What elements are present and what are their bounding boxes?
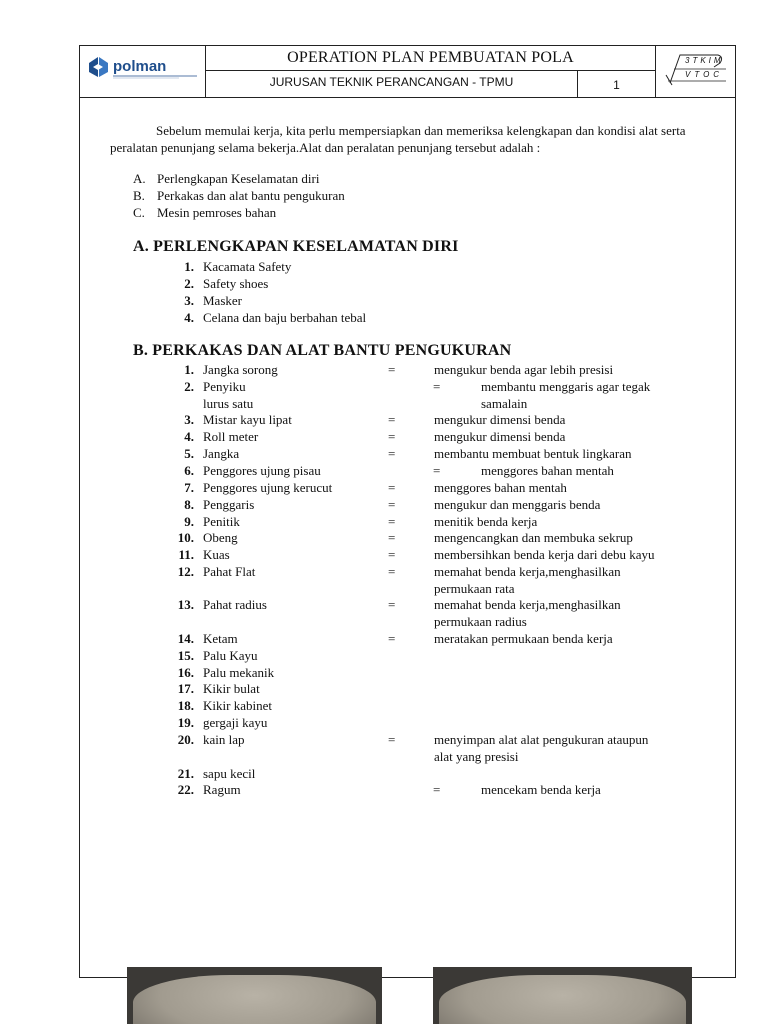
item-description: memahat benda kerja,menghasilkan	[434, 564, 621, 579]
item-description: mengukur dimensi benda	[434, 412, 566, 427]
item-description: memahat benda kerja,menghasilkan	[434, 597, 621, 612]
item-description: menggores bahan mentah	[434, 480, 567, 495]
vtoc-logo	[655, 45, 736, 97]
item-text: Kikir kabinet	[203, 698, 272, 713]
item-text: sapu kecil	[203, 766, 256, 781]
photo-left	[127, 967, 382, 1024]
header-divider	[79, 97, 736, 98]
item-text: Roll meter	[203, 429, 259, 444]
equals-sign: =	[388, 412, 396, 427]
item-text: Safety shoes	[203, 276, 269, 291]
document-title: OPERATION PLAN PEMBUATAN POLA	[206, 45, 655, 71]
equals-sign: =	[388, 429, 396, 444]
intro-list-item	[133, 205, 276, 222]
item-description: menitik benda kerja	[434, 514, 538, 529]
item-text: Palu Kayu	[203, 648, 258, 663]
equals-sign: =	[388, 362, 396, 377]
intro-paragraph	[110, 122, 690, 156]
equals-sign: =	[433, 782, 441, 797]
item-text: Penitik	[203, 514, 240, 529]
list-marker: A.	[133, 171, 146, 186]
item-text: Palu mekanik	[203, 665, 275, 680]
item-number: 21.	[177, 766, 194, 781]
item-text: Pahat radius	[203, 597, 267, 612]
item-text: Obeng	[203, 530, 238, 545]
equals-sign: =	[388, 497, 396, 512]
section-b-heading: B. PERKAKAS DAN ALAT BANTU PENGUKURAN	[133, 342, 512, 359]
equals-sign: =	[388, 732, 396, 747]
item-text-continued: lurus satu	[203, 396, 254, 411]
item-description: mengencangkan dan membuka sekrup	[434, 530, 633, 545]
item-text: Mistar kayu lipat	[203, 412, 292, 427]
list-text: Mesin pemroses bahan	[157, 205, 277, 220]
equals-sign: =	[388, 480, 396, 495]
item-description: membersihkan benda kerja dari debu kayu	[434, 547, 655, 562]
item-number: 10.	[177, 530, 194, 545]
item-number: 3.	[184, 412, 194, 427]
item-number: 1.	[184, 362, 194, 377]
intro-text: Sebelum memulai kerja, kita perlu mempersiapkan dan memeriksa kelengkapan dan kondisi alat serta peralatan penunjang selama bekerja.Alat dan peralatan penunjang tersebut adalah :	[110, 123, 686, 155]
item-number: 2.	[184, 379, 194, 394]
item-number: 8.	[184, 497, 194, 512]
item-description-continued: permukaan rata	[434, 581, 515, 596]
item-text: Jangka sorong	[203, 362, 278, 377]
equals-sign: =	[388, 530, 396, 545]
list-text: Perkakas dan alat bantu pengukuran	[157, 188, 345, 203]
polman-logo	[79, 45, 206, 97]
item-description: membantu membuat bentuk lingkaran	[434, 446, 632, 461]
item-number: 14.	[177, 631, 194, 646]
item-description-continued: alat yang presisi	[434, 749, 519, 764]
page-number: 1	[613, 78, 620, 92]
equals-sign: =	[433, 463, 441, 478]
item-text: Ragum	[203, 782, 241, 797]
item-number: 20.	[177, 732, 194, 747]
item-number: 16.	[177, 665, 194, 680]
item-text: Penggaris	[203, 497, 255, 512]
list-text: Perlengkapan Keselamatan diri	[157, 171, 320, 186]
item-text: Penggores ujung kerucut	[203, 480, 333, 495]
item-number: 4.	[184, 310, 194, 325]
item-number: 22.	[177, 782, 194, 797]
item-number: 1.	[184, 259, 194, 274]
equals-sign: =	[388, 547, 396, 562]
equals-sign: =	[388, 631, 396, 646]
item-number: 11.	[178, 547, 194, 562]
item-number: 4.	[184, 429, 194, 444]
department-name: JURUSAN TEKNIK PERANCANGAN - TPMU	[206, 71, 578, 97]
section-a-heading: A. PERLENGKAPAN KESELAMATAN DIRI	[133, 238, 459, 255]
equals-sign: =	[388, 514, 396, 529]
equals-sign: =	[433, 379, 441, 394]
document-header	[79, 45, 736, 97]
item-text: Celana dan baju berbahan tebal	[203, 310, 367, 325]
item-description-continued: samalain	[481, 396, 528, 411]
item-number: 15.	[177, 648, 194, 663]
item-description: mencekam benda kerja	[481, 782, 601, 797]
item-text: kain lap	[203, 732, 245, 747]
equals-sign: =	[388, 597, 396, 612]
item-text: Kikir bulat	[203, 681, 260, 696]
photo-right	[433, 967, 692, 1024]
item-description: mengukur dan menggaris benda	[434, 497, 601, 512]
item-number: 9.	[184, 514, 194, 529]
item-description-continued: permukaan radius	[434, 614, 527, 629]
item-description: meratakan permukaan benda kerja	[434, 631, 613, 646]
item-text: Kuas	[203, 547, 230, 562]
item-text: Jangka	[203, 446, 240, 461]
item-text: gergaji kayu	[203, 715, 268, 730]
item-number: 3.	[184, 293, 194, 308]
item-description: mengukur benda agar lebih presisi	[434, 362, 614, 377]
item-number: 17.	[177, 681, 194, 696]
item-number: 6.	[184, 463, 194, 478]
item-text: Penggores ujung pisau	[203, 463, 321, 478]
item-number: 12.	[177, 564, 194, 579]
item-text: Penyiku	[203, 379, 246, 394]
vtoc-top-text: 3TKIM	[685, 56, 724, 65]
item-number: 19.	[177, 715, 194, 730]
item-description: menyimpan alat alat pengukuran ataupun	[434, 732, 649, 747]
list-marker: B.	[133, 188, 145, 203]
logo-text: polman	[113, 58, 167, 75]
list-marker: C.	[133, 205, 145, 220]
equals-sign: =	[388, 446, 396, 461]
item-number: 18.	[177, 698, 194, 713]
item-description: menggores bahan mentah	[481, 463, 614, 478]
item-text: Ketam	[203, 631, 238, 646]
intro-list-item	[133, 171, 319, 188]
item-description: membantu menggaris agar tegak	[481, 379, 651, 394]
item-description: mengukur dimensi benda	[434, 429, 566, 444]
item-number: 13.	[177, 597, 194, 612]
item-number: 5.	[184, 446, 194, 461]
intro-list-item	[133, 188, 345, 205]
equals-sign: =	[388, 564, 396, 579]
item-text: Masker	[203, 293, 242, 308]
vtoc-bottom-text: VTOC	[685, 70, 724, 79]
item-number: 7.	[184, 480, 194, 495]
item-number: 2.	[184, 276, 194, 291]
item-text: Pahat Flat	[203, 564, 256, 579]
item-text: Kacamata Safety	[203, 259, 292, 274]
